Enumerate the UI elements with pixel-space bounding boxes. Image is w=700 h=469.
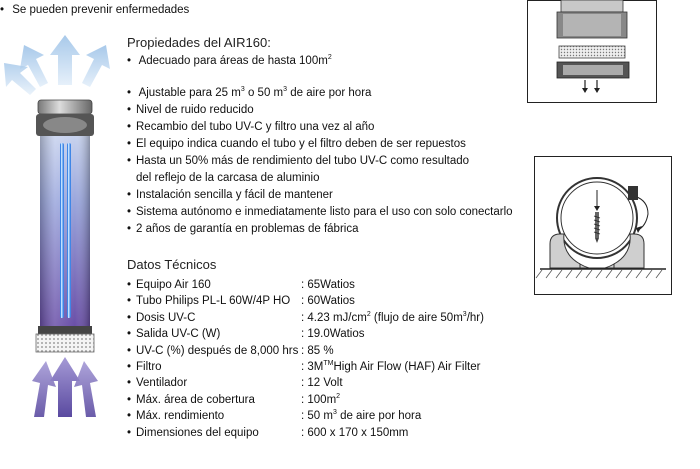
- spec-value: : 12 Volt: [301, 377, 343, 390]
- property-item-continuation: del reflejo de la carcasa de aluminio: [136, 172, 320, 184]
- airflow-in-arrows: [32, 357, 98, 417]
- property-item: • Adecuado para áreas de hasta $100m^2$: [127, 53, 513, 72]
- spec-row: [127, 408, 547, 424]
- airflow-out-arrows: [4, 35, 110, 95]
- filter-replacement-diagram: [527, 0, 657, 104]
- spec-label: UV-C (%) después de 8,000 hrs: [136, 344, 299, 357]
- spec-label: Salida UV-C (W): [136, 328, 221, 341]
- spec-row: [127, 326, 547, 342]
- pipe-mount-diagram: [534, 156, 672, 296]
- air160-device-illustration: [0, 25, 125, 425]
- intro-text: Se pueden prevenir enfermedades: [12, 4, 190, 16]
- intro-bullet: [0, 2, 189, 18]
- spec-value: : 50 $m^3$ de aire por hora: [301, 409, 422, 423]
- spec-label: Tubo Philips PL-L 60W/4P HO: [136, 295, 291, 308]
- spec-value: : 85 %: [301, 344, 334, 357]
- spec-value: : 600 x 170 x 150mm: [301, 426, 409, 439]
- spec-row: [127, 277, 547, 293]
- spec-row: [127, 375, 547, 391]
- spec-label: Dimensiones del equipo: [136, 426, 259, 439]
- property-item: • 2 años de garantía en problemas de fábrica: [127, 221, 513, 238]
- spec-label: Dosis UV-C: [136, 311, 196, 324]
- spec-label: Ventilador: [136, 377, 188, 390]
- spec-label: Equipo Air 160: [136, 279, 211, 291]
- properties-list: [127, 53, 513, 238]
- property-item: • Ajustable para 25 $m^3$ o 50 $m^3$ de aire por hora: [127, 85, 513, 102]
- specs-table: [127, 277, 547, 441]
- spec-value: : 3M™High Air Flow (HAF) Air Filter: [301, 360, 481, 373]
- spec-row: [127, 359, 547, 375]
- spec-value: : 60Watios: [301, 295, 355, 308]
- spec-value: : 65Watios: [301, 279, 355, 291]
- spec-row: [127, 293, 547, 309]
- spec-label: Máx. rendimiento: [136, 410, 225, 423]
- spec-row: [127, 392, 547, 408]
- property-item: • Sistema autónomo e inmediatamente listo para el uso con solo conectarlo: [127, 204, 513, 221]
- specs-title: Datos Técnicos: [127, 257, 217, 272]
- spec-label: Filtro: [136, 360, 162, 373]
- spec-value: : 4.23 $mJ/cm^2$ (flujo de aire $50m^3/hr$): [301, 310, 484, 324]
- property-item: • Nivel de ruido reducido: [127, 102, 513, 119]
- property-item: • El equipo indica cuando el tubo y el filtro deben de ser repuestos: [127, 136, 513, 153]
- property-item: • Recambio del tubo UV-C y filtro una vez al año: [127, 119, 513, 136]
- spec-row: [127, 310, 547, 326]
- spec-row: [127, 425, 547, 441]
- property-item: • Hasta un 50% más de rendimiento del tubo UV-C como resultado: [127, 153, 513, 170]
- spec-row: [127, 343, 547, 359]
- spec-value: : 19.0Watios: [301, 328, 365, 341]
- spec-label: Máx. área de cobertura: [136, 393, 255, 406]
- properties-title: Propiedades del AIR160:: [127, 35, 271, 50]
- spec-value: : $100m^2$: [301, 392, 341, 406]
- property-item: • Instalación sencilla y fácil de mantener: [127, 187, 513, 204]
